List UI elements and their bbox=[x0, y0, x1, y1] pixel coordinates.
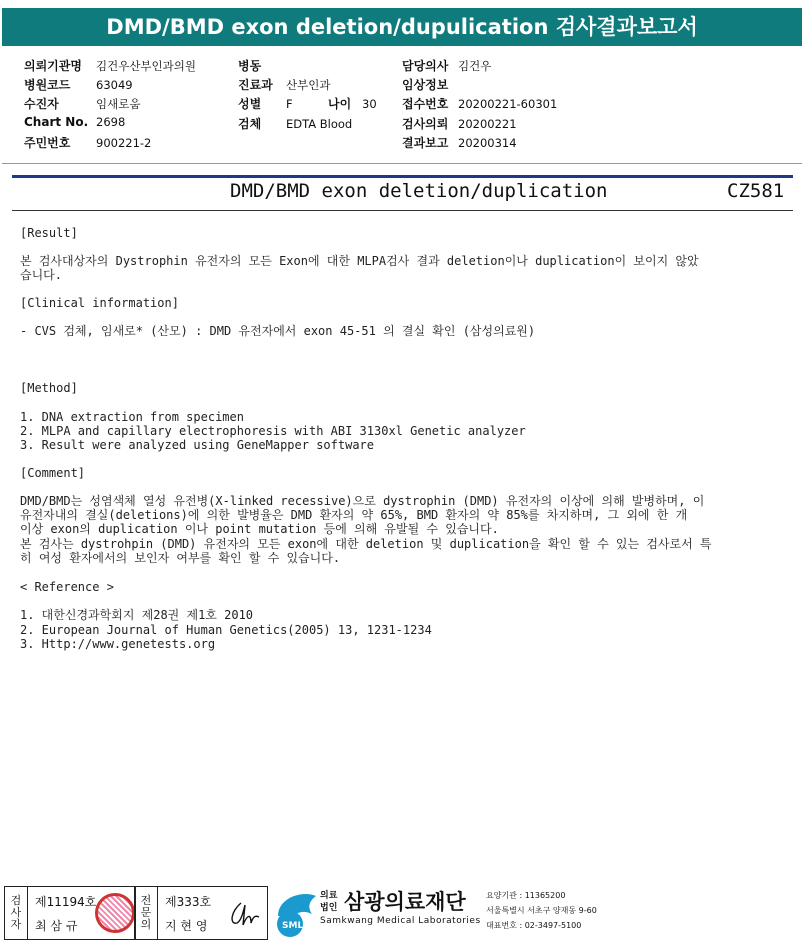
info-row: 진료과 산부인과 bbox=[238, 78, 331, 92]
seal-stamp-icon bbox=[95, 893, 135, 933]
svg-text:SML: SML bbox=[282, 921, 304, 931]
signature-icon bbox=[227, 899, 261, 929]
info-row: 검체 EDTA Blood bbox=[238, 117, 353, 131]
reference-item: 1. 대한신경과학회지 제28권 제1호 2010 bbox=[20, 608, 254, 622]
corp-info: 요양기관 : 11365200 bbox=[486, 891, 566, 900]
examiner-signature-box bbox=[4, 886, 136, 940]
info-row: 임상정보 bbox=[402, 78, 449, 92]
patient-info-header bbox=[2, 46, 802, 164]
specialist-license: 제333호 bbox=[165, 895, 212, 909]
clinical-heading: [Clinical information] bbox=[20, 296, 179, 310]
examiner-label: 검 사 자 bbox=[5, 887, 28, 939]
info-row: 의뢰기관명 김건우산부인과의원 bbox=[24, 59, 196, 73]
info-row: Chart No. 2698 bbox=[24, 115, 126, 129]
method-heading: [Method] bbox=[20, 381, 78, 395]
corp-type: 법인 bbox=[320, 903, 338, 913]
info-row: 검사의뢰 20200221 bbox=[402, 117, 517, 131]
sml-logo-icon bbox=[274, 886, 320, 938]
corp-type: 의료 bbox=[320, 891, 338, 901]
reference-item: 3. Http://www.genetests.org bbox=[20, 637, 216, 651]
comment-text: 본 검사는 dystrohpin (DMD) 유전자의 모든 exon에 대한 deletion 및 duplication을 확인 할 수 있는 검사로서 특 bbox=[20, 537, 712, 551]
reference-heading: < Reference > bbox=[20, 580, 114, 594]
result-heading: [Result] bbox=[20, 226, 78, 240]
comment-text: 유전자내의 결실(deletions)에 의한 발병율은 DMD 환자의 약 65%, BMD 환자의 약 85%를 차지하며, 그 외에 한 개 bbox=[20, 508, 688, 522]
comment-text: 이상 exon의 duplication 이나 point mutation 등에 의해 유발될 수 있습니다. bbox=[20, 522, 499, 536]
result-text: 습니다. bbox=[20, 268, 63, 282]
specialist-label: 전 문 의 bbox=[135, 887, 158, 939]
clinical-text: - CVS 검체, 임새로* (산모) : DMD 유전자에서 exon 45-51 의 결실 확인 (삼성의료원) bbox=[20, 324, 536, 338]
comment-text: DMD/BMD는 성염색체 열성 유전병(X-linked recessive)으로 dystrophin (DMD) 유전자의 이상에 의해 발병하며, 이 bbox=[20, 494, 705, 508]
info-row: 성별 F bbox=[238, 97, 293, 111]
test-code: CZ581 bbox=[727, 180, 785, 202]
examiner-license: 제11194호 bbox=[35, 895, 97, 909]
info-row: 결과보고 20200314 bbox=[402, 136, 517, 150]
examiner-name: 최 삼 규 bbox=[35, 919, 78, 933]
info-row: 주민번호 900221-2 bbox=[24, 136, 152, 150]
corp-name: 삼광의료재단 bbox=[344, 890, 466, 914]
reference-item: 2. European Journal of Human Genetics(2005) 13, 1231-1234 bbox=[20, 623, 432, 637]
info-row: 접수번호 20200221-60301 bbox=[402, 97, 558, 111]
section-divider bbox=[12, 210, 793, 211]
info-row: 수진자 임새로움 bbox=[24, 97, 141, 111]
test-name: DMD/BMD exon deletion/duplication bbox=[230, 180, 608, 202]
section-divider bbox=[12, 175, 793, 178]
corp-english-name: Samkwang Medical Laboratories bbox=[320, 916, 481, 926]
method-item: 3. Result were analyzed using GeneMapper software bbox=[20, 438, 375, 452]
info-row: 병동 bbox=[238, 59, 262, 73]
info-row: 병원코드 63049 bbox=[24, 78, 133, 92]
method-item: 1. DNA extraction from specimen bbox=[20, 410, 244, 424]
report-footer bbox=[2, 884, 802, 944]
specialist-name: 지 현 영 bbox=[165, 919, 208, 933]
info-row: 담당의사 김건우 bbox=[402, 59, 492, 73]
specialist-signature-box bbox=[134, 886, 268, 940]
method-item: 2. MLPA and capillary electrophoresis with ABI 3130xl Genetic analyzer bbox=[20, 424, 526, 438]
report-title: DMD/BMD exon deletion/dupulication 검사결과보고서 bbox=[2, 8, 802, 46]
info-row-age: 나이 30 bbox=[328, 97, 377, 111]
comment-heading: [Comment] bbox=[20, 466, 86, 480]
comment-text: 히 여성 환자에서의 보인자 여부를 확인 할 수 있습니다. bbox=[20, 551, 341, 565]
result-text: 본 검사대상자의 Dystrophin 유전자의 모든 Exon에 대한 MLPA검사 결과 deletion이나 duplication이 보이지 않았 bbox=[20, 254, 699, 268]
corp-info: 서울특별시 서초구 양재동 9-60 bbox=[486, 906, 597, 915]
corp-info: 대표번호 : 02-3497-5100 bbox=[486, 921, 582, 930]
